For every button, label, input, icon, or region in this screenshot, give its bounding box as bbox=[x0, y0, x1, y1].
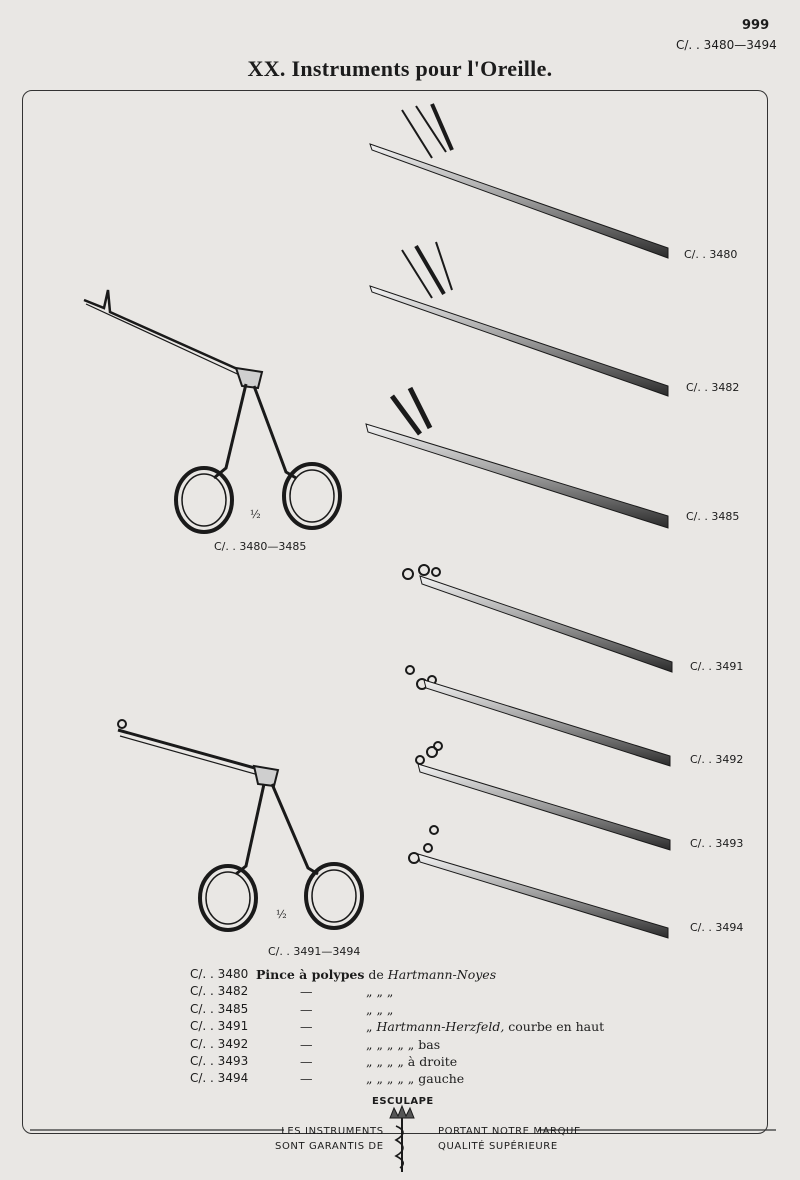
legend-description: Pince à polypes de Hartmann-Noyes bbox=[256, 967, 497, 982]
guarantee-left-line-2: SONT GARANTIS DE bbox=[275, 1141, 384, 1152]
legend-dash: — bbox=[300, 1036, 313, 1052]
legend-code: C/. . 3480 bbox=[190, 967, 249, 981]
tip-3494-drawing bbox=[409, 826, 668, 938]
guarantee-left-line-1: LES INSTRUMENTS bbox=[281, 1126, 384, 1137]
tip-label-3482: C/. . 3482 bbox=[686, 381, 740, 394]
guarantee-right bbox=[438, 1124, 581, 1154]
tip-label-3480: C/. . 3480 bbox=[684, 248, 738, 261]
legend-code: C/. . 3492 bbox=[190, 1036, 249, 1051]
legend-code: C/. . 3491 bbox=[190, 1019, 249, 1034]
tip-label-3491: C/. . 3491 bbox=[690, 660, 744, 673]
legend-code: C/. . 3494 bbox=[190, 1071, 249, 1086]
tip-3480-drawing bbox=[370, 104, 668, 258]
tip-3485-drawing bbox=[366, 388, 668, 528]
legend-code: C/. . 3482 bbox=[190, 984, 249, 999]
forceps-3491-3494-drawing bbox=[118, 720, 362, 930]
legend-description: „ „ „ „ „ gauche bbox=[366, 1071, 465, 1087]
legend-dash: — bbox=[300, 1071, 313, 1087]
tip-3492-drawing bbox=[406, 666, 670, 766]
forceps-3480-3485-scale: ½ bbox=[250, 508, 261, 521]
forceps-3491-3494-label: C/. . 3491—3494 bbox=[268, 945, 361, 958]
tip-3493-drawing bbox=[416, 742, 670, 850]
legend-dash: — bbox=[300, 1001, 313, 1017]
esculape-emblem-icon bbox=[390, 1106, 414, 1172]
tip-label-3485: C/. . 3485 bbox=[686, 510, 740, 523]
tip-3491-drawing bbox=[403, 565, 672, 672]
legend-dash: — bbox=[300, 984, 313, 1000]
legend-code: C/. . 3493 bbox=[190, 1053, 249, 1068]
legend-dash: — bbox=[300, 1019, 313, 1035]
legend-description: „ „ „ „ „ bas bbox=[366, 1036, 441, 1052]
guarantee-right-line-2: QUALITÉ SUPÉRIEURE bbox=[438, 1141, 558, 1152]
page-title: XX. Instruments pour l'Oreille. bbox=[247, 56, 553, 81]
guarantee-right-line-1: PORTANT NOTRE MARQUE bbox=[438, 1126, 581, 1137]
forceps-3480-3485-drawing bbox=[84, 290, 340, 532]
brand-name: ESCULAPE bbox=[372, 1096, 434, 1107]
legend-dash: — bbox=[300, 1053, 313, 1069]
forceps-3480-3485-label: C/. . 3480—3485 bbox=[214, 540, 307, 553]
legend-description: „ „ „ „ à droite bbox=[366, 1053, 458, 1069]
tip-label-3494: C/. . 3494 bbox=[690, 921, 744, 934]
page-number: 999 bbox=[742, 18, 770, 33]
legend-description: „ Hartmann-Herzfeld, courbe en haut bbox=[366, 1019, 605, 1035]
catalog-range: C/. . 3480—3494 bbox=[676, 38, 777, 52]
forceps-3491-3494-scale: ½ bbox=[276, 908, 287, 921]
tip-3482-drawing bbox=[370, 242, 668, 396]
legend-code: C/. . 3485 bbox=[190, 1001, 249, 1016]
tip-label-3493: C/. . 3493 bbox=[690, 837, 744, 850]
legend-description: „ „ „ bbox=[366, 984, 394, 1000]
legend-description: „ „ „ bbox=[366, 1001, 394, 1017]
guarantee-left bbox=[275, 1124, 384, 1154]
tip-label-3492: C/. . 3492 bbox=[690, 753, 744, 766]
